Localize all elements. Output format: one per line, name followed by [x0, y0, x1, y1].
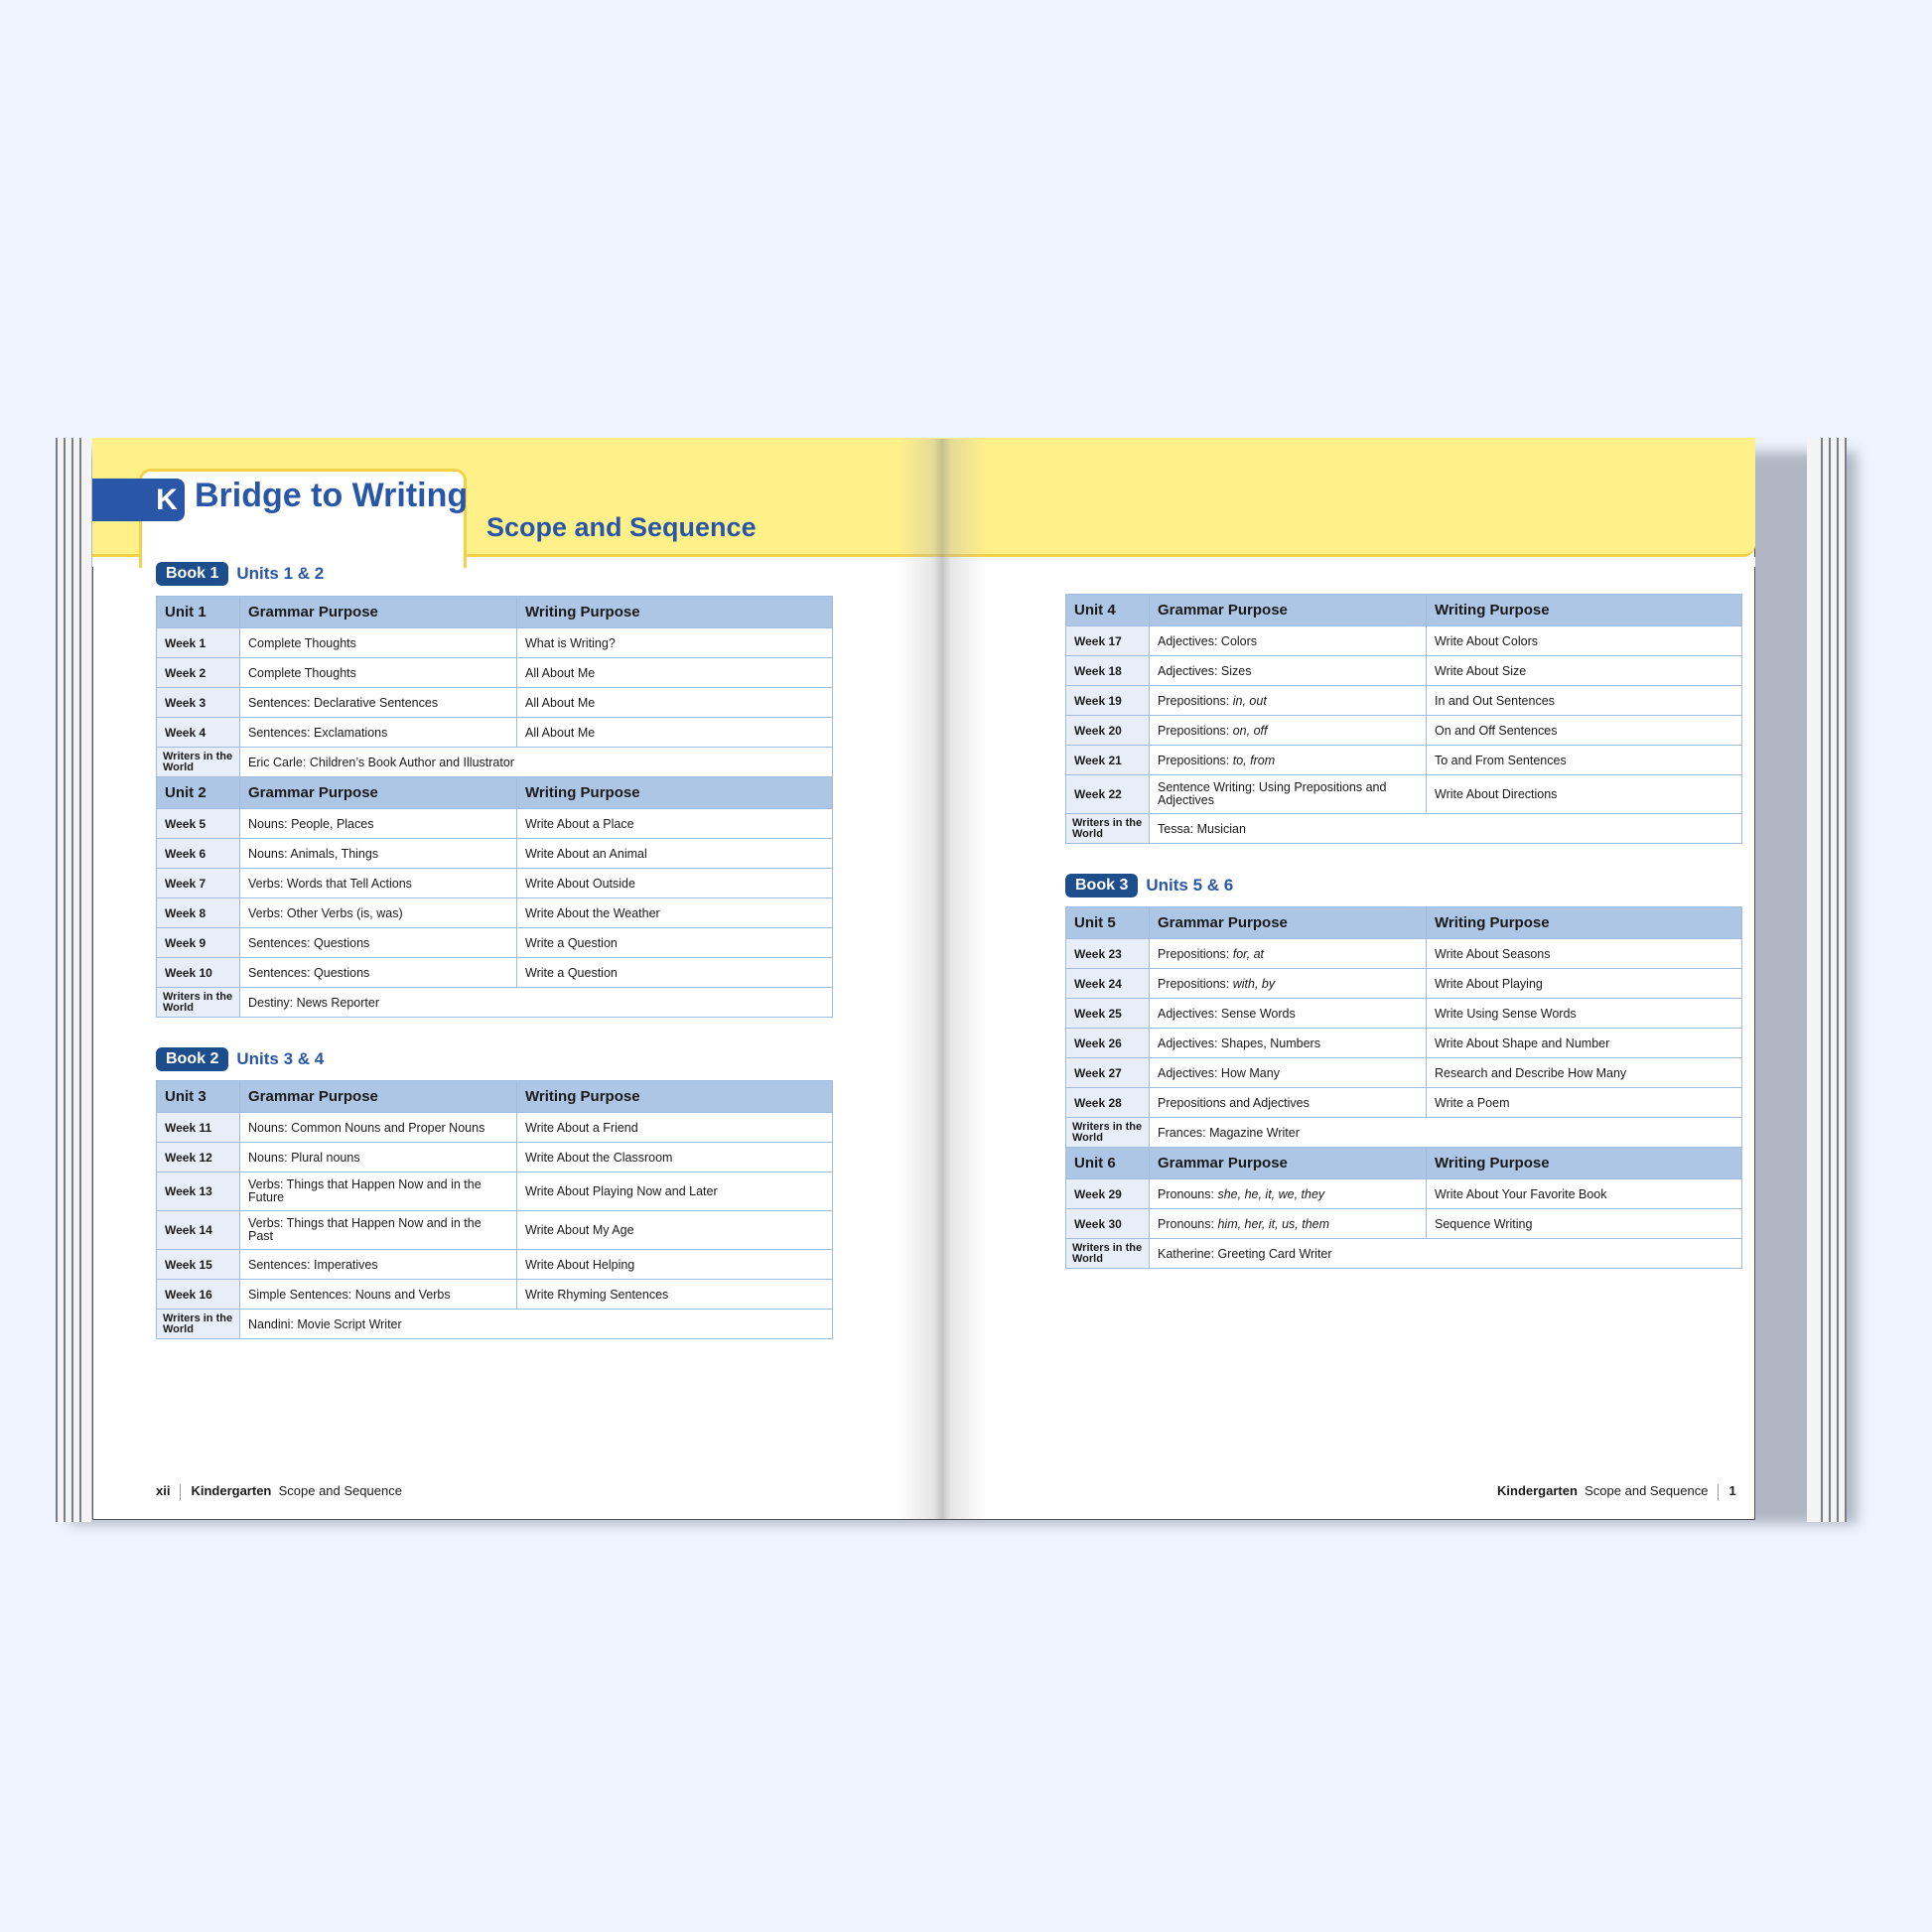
grade-letter: K [149, 479, 185, 521]
writing-cell: Write a Question [517, 958, 833, 988]
table-row [1066, 686, 1742, 716]
week-cell: Week 17 [1066, 626, 1150, 656]
grammar-cell: Prepositions: on, off [1150, 716, 1427, 746]
week-cell: Week 4 [157, 718, 240, 748]
writers-cell: Eric Carle: Children’s Book Author and Illustrator [240, 748, 833, 777]
writing-cell: Write About My Age [517, 1211, 833, 1250]
week-cell: Week 21 [1066, 746, 1150, 775]
writers-in-the-world-row [157, 748, 833, 777]
footer-section: Scope and Sequence [278, 1483, 402, 1498]
writing-cell: Write Using Sense Words [1427, 999, 1742, 1029]
units-label: Units 3 & 4 [236, 1049, 325, 1068]
grammar-cell: Prepositions: in, out [1150, 686, 1427, 716]
grammar-cell: Sentences: Imperatives [240, 1250, 517, 1280]
unit-label: Unit 2 [157, 777, 240, 809]
week-cell: Week 30 [1066, 1209, 1150, 1239]
week-cell: Week 18 [1066, 656, 1150, 686]
unit-4-section [1066, 595, 1742, 844]
table-row [1066, 1029, 1742, 1058]
page-subtitle: Scope and Sequence [486, 512, 757, 542]
writing-cell: Write About Shape and Number [1427, 1029, 1742, 1058]
writing-cell: Write About an Animal [517, 839, 833, 869]
book-badge: Book 3 [1065, 874, 1138, 897]
unit-table-5-6 [1065, 906, 1742, 1269]
table-row [1066, 1179, 1742, 1209]
writers-label: Writers in the World [1066, 1118, 1150, 1148]
writing-cell: Sequence Writing [1427, 1209, 1742, 1239]
table-row [157, 1113, 833, 1143]
grammar-cell: Complete Thoughts [240, 628, 517, 658]
writing-cell: Write About Seasons [1427, 939, 1742, 969]
writing-cell: Research and Describe How Many [1427, 1058, 1742, 1088]
unit-label: Unit 6 [1066, 1148, 1150, 1179]
week-cell: Week 5 [157, 809, 240, 839]
week-cell: Week 14 [157, 1211, 240, 1250]
writing-purpose-header: Writing Purpose [517, 777, 833, 809]
writing-cell: Write About Playing Now and Later [517, 1173, 833, 1211]
grammar-example: him, her, it, us, them [1217, 1216, 1330, 1231]
writing-cell: All About Me [517, 658, 833, 688]
writing-cell: Write a Poem [1427, 1088, 1742, 1118]
table-row [157, 898, 833, 928]
grammar-cell: Verbs: Things that Happen Now and in the Past [240, 1211, 517, 1250]
grammar-cell: Verbs: Things that Happen Now and in the Future [240, 1173, 517, 1211]
footer-section: Scope and Sequence [1585, 1483, 1709, 1498]
week-cell: Week 6 [157, 839, 240, 869]
writing-cell: To and From Sentences [1427, 746, 1742, 775]
grammar-cell: Adjectives: How Many [1150, 1058, 1427, 1088]
table-row [1066, 1209, 1742, 1239]
grammar-purpose-header: Grammar Purpose [240, 597, 517, 628]
page-number: xii [156, 1483, 171, 1498]
grammar-cell: Pronouns: she, he, it, we, they [1150, 1179, 1427, 1209]
table-row [1066, 969, 1742, 999]
grammar-example: with, by [1232, 976, 1276, 991]
writing-cell: Write About Playing [1427, 969, 1742, 999]
grammar-purpose-header: Grammar Purpose [1150, 907, 1427, 939]
grammar-cell: Sentences: Questions [240, 928, 517, 958]
grammar-example: for, at [1232, 946, 1265, 961]
writing-cell: Write Rhyming Sentences [517, 1280, 833, 1310]
unit-5-section [1066, 907, 1742, 1148]
table-row [157, 958, 833, 988]
grammar-purpose-header: Grammar Purpose [240, 1081, 517, 1113]
writing-cell: Write About Helping [517, 1250, 833, 1280]
table-row [157, 809, 833, 839]
grammar-cell: Sentences: Exclamations [240, 718, 517, 748]
grammar-cell: Sentences: Questions [240, 958, 517, 988]
writing-cell: Write About Size [1427, 656, 1742, 686]
week-cell: Week 23 [1066, 939, 1150, 969]
units-label: Units 5 & 6 [1146, 876, 1234, 895]
writing-cell: Write About Outside [517, 869, 833, 898]
page-edges-right [1807, 438, 1849, 1522]
writing-purpose-header: Writing Purpose [1427, 595, 1742, 626]
writing-cell: Write About the Classroom [517, 1143, 833, 1173]
grammar-cell: Verbs: Words that Tell Actions [240, 869, 517, 898]
writers-cell: Destiny: News Reporter [240, 988, 833, 1018]
table-row [157, 928, 833, 958]
writers-in-the-world-row [157, 1310, 833, 1339]
grammar-example: to, from [1232, 753, 1276, 767]
writing-cell: Write About Your Favorite Book [1427, 1179, 1742, 1209]
week-cell: Week 3 [157, 688, 240, 718]
writers-label: Writers in the World [1066, 814, 1150, 844]
unit-label: Unit 1 [157, 597, 240, 628]
unit-header-row [157, 1081, 833, 1113]
writing-cell: Write About Colors [1427, 626, 1742, 656]
book-2-heading [156, 1047, 324, 1071]
table-row [157, 1250, 833, 1280]
week-cell: Week 13 [157, 1173, 240, 1211]
week-cell: Week 20 [1066, 716, 1150, 746]
table-row [157, 869, 833, 898]
unit-header-row [1066, 1148, 1742, 1179]
grammar-cell: Nouns: Common Nouns and Proper Nouns [240, 1113, 517, 1143]
units-label: Units 1 & 2 [236, 564, 325, 583]
grammar-purpose-header: Grammar Purpose [240, 777, 517, 809]
book-3-heading [1065, 874, 1233, 897]
footer-grade: Kindergarten [191, 1483, 272, 1498]
grammar-cell: Nouns: Animals, Things [240, 839, 517, 869]
unit-table-1-2 [156, 596, 833, 1018]
writing-cell: Write a Question [517, 928, 833, 958]
table-row [157, 628, 833, 658]
table-row [1066, 716, 1742, 746]
page-title: Bridge to Writing [195, 477, 469, 514]
grammar-cell: Adjectives: Sizes [1150, 656, 1427, 686]
week-cell: Week 27 [1066, 1058, 1150, 1088]
table-row [157, 839, 833, 869]
week-cell: Week 29 [1066, 1179, 1150, 1209]
table-row [1066, 626, 1742, 656]
writing-purpose-header: Writing Purpose [1427, 1148, 1742, 1179]
writing-cell: Write About the Weather [517, 898, 833, 928]
book-1-heading [156, 562, 324, 586]
writers-in-the-world-row [1066, 1239, 1742, 1269]
week-cell: Week 9 [157, 928, 240, 958]
unit-table-4 [1065, 594, 1742, 844]
unit-header-row [1066, 595, 1742, 626]
table-row [1066, 1088, 1742, 1118]
writing-cell: What is Writing? [517, 628, 833, 658]
grammar-cell: Prepositions: for, at [1150, 939, 1427, 969]
writers-cell: Frances: Magazine Writer [1150, 1118, 1742, 1148]
grammar-purpose-header: Grammar Purpose [1150, 1148, 1427, 1179]
week-cell: Week 24 [1066, 969, 1150, 999]
table-row [1066, 999, 1742, 1029]
table-row [157, 1211, 833, 1250]
table-row [1066, 1058, 1742, 1088]
week-cell: Week 22 [1066, 775, 1150, 814]
week-cell: Week 15 [157, 1250, 240, 1280]
footer-grade: Kindergarten [1497, 1483, 1578, 1498]
week-cell: Week 7 [157, 869, 240, 898]
grammar-cell: Adjectives: Sense Words [1150, 999, 1427, 1029]
writers-label: Writers in the World [157, 988, 240, 1018]
table-row [157, 1143, 833, 1173]
grammar-example: on, off [1232, 723, 1268, 738]
unit-6-section [1066, 1148, 1742, 1269]
table-row [1066, 775, 1742, 814]
unit-label: Unit 5 [1066, 907, 1150, 939]
writers-cell: Nandini: Movie Script Writer [240, 1310, 833, 1339]
grammar-cell: Prepositions: with, by [1150, 969, 1427, 999]
writers-label: Writers in the World [157, 1310, 240, 1339]
grammar-cell: Verbs: Other Verbs (is, was) [240, 898, 517, 928]
grammar-cell: Adjectives: Colors [1150, 626, 1427, 656]
footer-right [1497, 1483, 1736, 1500]
grammar-example: she, he, it, we, they [1217, 1186, 1325, 1201]
week-cell: Week 11 [157, 1113, 240, 1143]
writing-purpose-header: Writing Purpose [517, 1081, 833, 1113]
page-edges-left [56, 438, 95, 1522]
unit-2-section [157, 777, 833, 1018]
writing-cell: In and Out Sentences [1427, 686, 1742, 716]
writers-in-the-world-row [1066, 1118, 1742, 1148]
week-cell: Week 19 [1066, 686, 1150, 716]
writing-cell: All About Me [517, 718, 833, 748]
writing-purpose-header: Writing Purpose [517, 597, 833, 628]
writing-cell: Write About a Friend [517, 1113, 833, 1143]
unit-header-row [157, 777, 833, 809]
book-gutter [898, 439, 986, 1519]
table-row [157, 688, 833, 718]
week-cell: Week 28 [1066, 1088, 1150, 1118]
writing-cell: On and Off Sentences [1427, 716, 1742, 746]
unit-label: Unit 4 [1066, 595, 1150, 626]
grammar-cell: Prepositions and Adjectives [1150, 1088, 1427, 1118]
week-cell: Week 16 [157, 1280, 240, 1310]
grammar-cell: Adjectives: Shapes, Numbers [1150, 1029, 1427, 1058]
table-row [157, 658, 833, 688]
week-cell: Week 2 [157, 658, 240, 688]
writers-in-the-world-row [157, 988, 833, 1018]
writing-cell: Write About Directions [1427, 775, 1742, 814]
grammar-cell: Complete Thoughts [240, 658, 517, 688]
unit-3-section [157, 1081, 833, 1339]
grammar-cell: Nouns: People, Places [240, 809, 517, 839]
writing-purpose-header: Writing Purpose [1427, 907, 1742, 939]
writers-label: Writers in the World [157, 748, 240, 777]
table-row [157, 1280, 833, 1310]
unit-table-3 [156, 1080, 833, 1339]
grammar-cell: Sentence Writing: Using Prepositions and Adjectives [1150, 775, 1427, 814]
writers-cell: Katherine: Greeting Card Writer [1150, 1239, 1742, 1269]
footer-left [156, 1483, 402, 1500]
week-cell: Week 12 [157, 1143, 240, 1173]
grammar-example: in, out [1232, 693, 1267, 708]
week-cell: Week 26 [1066, 1029, 1150, 1058]
grammar-cell: Nouns: Plural nouns [240, 1143, 517, 1173]
table-row [1066, 746, 1742, 775]
unit-header-row [1066, 907, 1742, 939]
grammar-purpose-header: Grammar Purpose [1150, 595, 1427, 626]
table-row [1066, 939, 1742, 969]
table-row [157, 1173, 833, 1211]
unit-label: Unit 3 [157, 1081, 240, 1113]
grammar-cell: Prepositions: to, from [1150, 746, 1427, 775]
page-number: 1 [1728, 1483, 1736, 1498]
writers-label: Writers in the World [1066, 1239, 1150, 1269]
grammar-cell: Pronouns: him, her, it, us, them [1150, 1209, 1427, 1239]
unit-header-row [157, 597, 833, 628]
book-badge: Book 2 [156, 1047, 228, 1071]
book-badge: Book 1 [156, 562, 228, 586]
grammar-cell: Simple Sentences: Nouns and Verbs [240, 1280, 517, 1310]
writing-cell: Write About a Place [517, 809, 833, 839]
week-cell: Week 10 [157, 958, 240, 988]
grammar-cell: Sentences: Declarative Sentences [240, 688, 517, 718]
week-cell: Week 25 [1066, 999, 1150, 1029]
table-row [157, 718, 833, 748]
week-cell: Week 1 [157, 628, 240, 658]
writers-in-the-world-row [1066, 814, 1742, 844]
week-cell: Week 8 [157, 898, 240, 928]
writers-cell: Tessa: Musician [1150, 814, 1742, 844]
table-row [1066, 656, 1742, 686]
writing-cell: All About Me [517, 688, 833, 718]
unit-1-section [157, 597, 833, 777]
